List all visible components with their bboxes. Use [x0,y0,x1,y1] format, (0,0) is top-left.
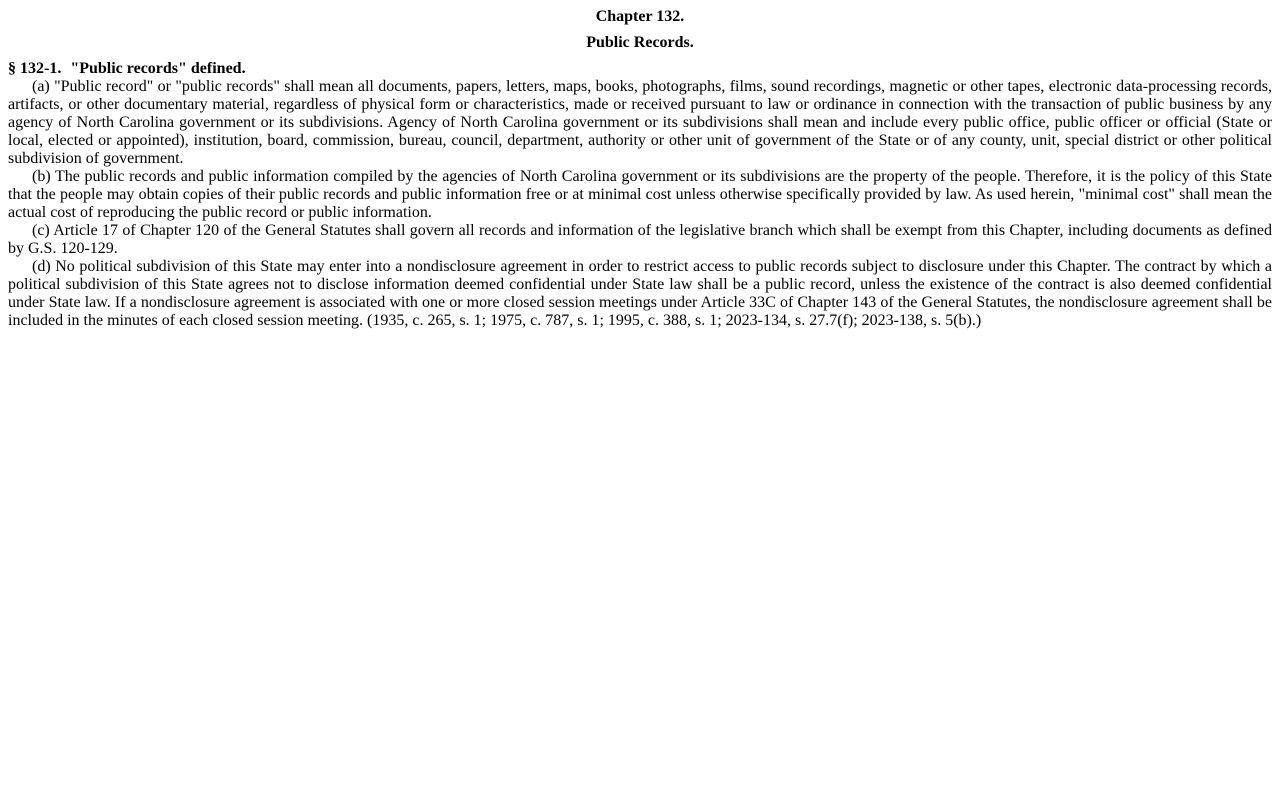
subsection-a: (a) "Public record" or "public records" shall mean all documents, papers, letters, maps, books, photographs, films, sound recordings, magnetic or other tapes, electronic data-processing records, artifacts, or other documentary material, regardless of physical form or characteristics, made or received pursuant to law or ordinance in connection with the transaction of public business by any agency of North Carolina government or its subdivisions. Agency of North Carolina government or its subdivisions shall mean and include every public office, public officer or official (State or local, elected or appointed), institution, board, commission, bureau, council, department, authority or other unit of government of the State or of any county, unit, special district or other political subdivision of government. [8,78,1272,167]
subsection-d: (d) No political subdivision of this State may enter into a nondisclosure agreement in order to restrict access to public records subject to disclosure under this Chapter. The contract by which a political subdivision of this State agrees not to disclose information deemed confidential under State law shall be a public record, unless the existence of the contract is also deemed confidential under State law. If a nondisclosure agreement is associated with one or more closed session meetings under Article 33C of Chapter 143 of the General Statutes, the nondisclosure agreement shall be included in the minutes of each closed session meeting. (1935, c. 265, s. 1; 1975, c. 787, s. 1; 1995, c. 388, s. 1; 2023-134, s. 27.7(f); 2023-138, s. 5(b).) [8,258,1272,329]
subsection-c: (c) Article 17 of Chapter 120 of the General Statutes shall govern all records and information of the legislative branch which shall be exempt from this Chapter, including documents as defined by G.S. 120-129. [8,222,1272,257]
statute-document [8,0,1272,330]
chapter-title: Public Records. [586,34,694,51]
subsection-b: (b) The public records and public information compiled by the agencies of North Carolina government or its subdivisions are the property of the people. Therefore, it is the policy of this State that the people may obtain copies of their public records and public information free or at minimal cost unless otherwise specifically provided by law. As used herein, "minimal cost" shall mean the actual cost of reproducing the public record or public information. [8,168,1272,221]
section-number: § 132-1. [8,60,62,77]
chapter-number: Chapter 132. [595,8,685,25]
section-title: "Public records" defined. [70,60,246,77]
section-heading [8,60,1272,78]
